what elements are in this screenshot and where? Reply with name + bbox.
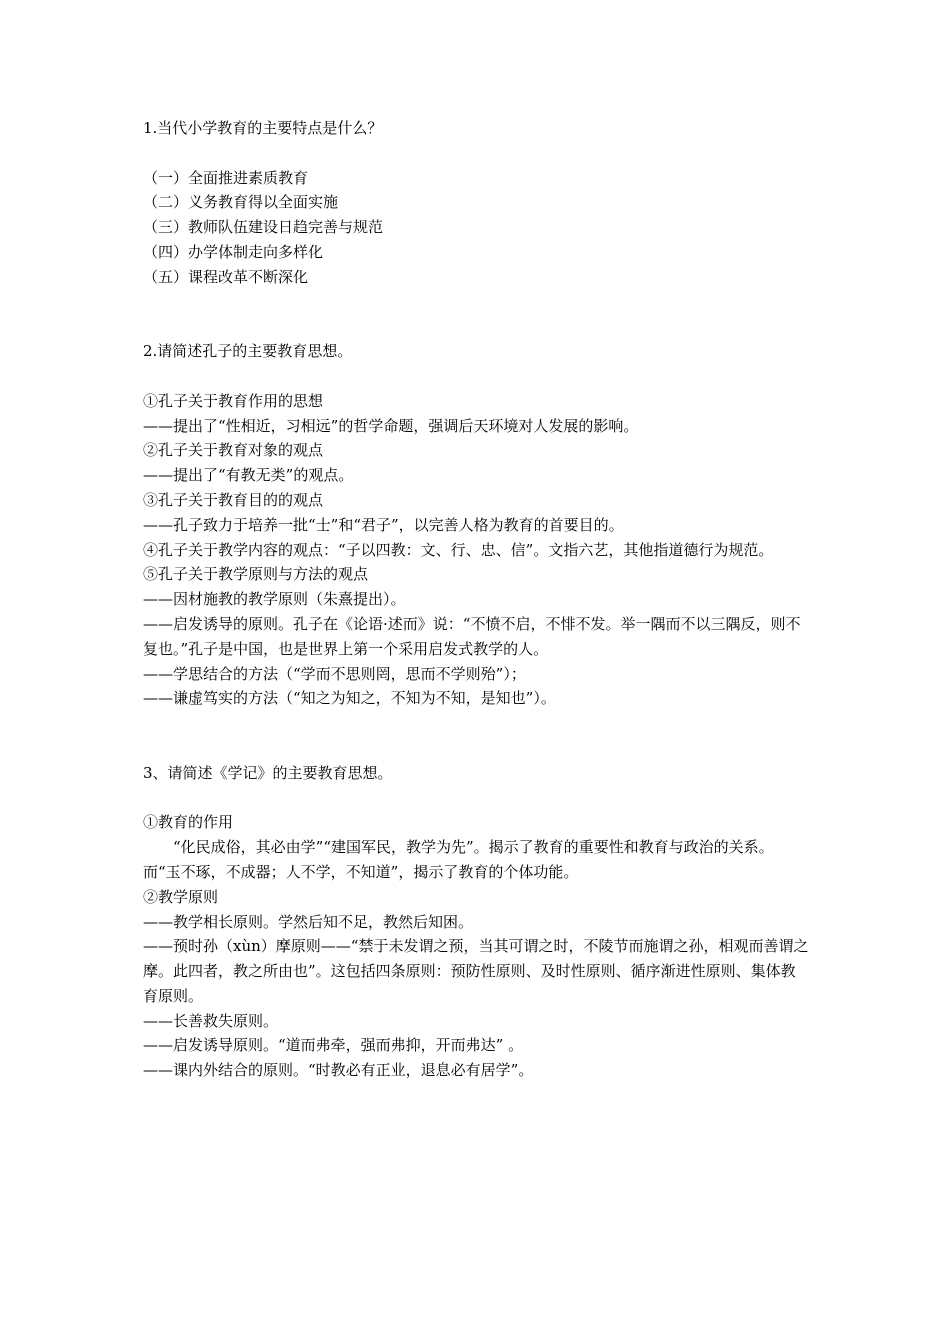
list-item: （四）办学体制走向多样化 [143,242,324,261]
paragraph: ——学思结合的方法（“学而不思则罔，思而不学则殆”）； [143,664,526,683]
paragraph: ③孔子关于教育目的的观点 [143,490,324,509]
paragraph: ——启发诱导的原则。孔子在《论语·述而》说：“不愤不启，不悱不发。举一隅而不以三隅反，则不复也。”孔子是中国，也是世界上第一个采用启发式教学的人。 [143,614,801,658]
paragraph: ——课内外结合的原则。“时教必有正业，退息必有居学”。 [143,1061,534,1080]
paragraph: ④孔子关于教学内容的观点：“子以四教：文、行、忠、信”。文指六艺，其他指道德行为规范。 [143,540,774,559]
question-2: 2.请简述孔子的主要教育思想。 [143,342,353,361]
paragraph: ——提出了“性相近，习相远”的哲学命题，强调后天环境对人发展的影响。 [143,416,639,435]
paragraph: ——启发诱导原则。“道而弗牵，强而弗抑，开而弗达” 。 [143,1036,524,1055]
list-item: （五）课程改革不断深化 [143,267,309,286]
paragraph: ②孔子关于教育对象的观点 [143,441,324,460]
list-item: （一）全面推进素质教育 [143,168,309,187]
paragraph: ——教学相长原则。学然后知不足，教然后知困。 [143,912,474,931]
list-item: （二）义务教育得以全面实施 [143,193,339,212]
paragraph: ——孔子致力于培养一批“士”和“君子”，以完善人格为教育的首要目的。 [143,515,624,534]
paragraph: ①孔子关于教育作用的思想 [143,391,324,410]
paragraph: ②教学原则 [143,887,219,906]
spacer [143,141,810,166]
paragraph: ①教育的作用 [143,813,234,832]
spacer [143,786,810,811]
paragraph: “化民成俗，其必由学”“建国军民，教学为先”。揭示了教育的重要性和教育与政治的关系。而“玉不琢，不成器；人不学，不知道”，揭示了教育的个体功能。 [143,838,774,881]
paragraph: ——提出了“有教无类”的观点。 [143,466,354,485]
paragraph: ——因材施教的教学原则（朱熹提出）。 [143,590,406,609]
spacer [143,364,810,389]
list-item: （三）教师队伍建设日趋完善与规范 [143,218,384,237]
paragraph: ⑤孔子关于教学原则与方法的观点 [143,565,369,584]
question-1: 1.当代小学教育的主要特点是什么？ [143,119,383,137]
paragraph: ——预时孙（xùn）摩原则——“禁于未发谓之预，当其可谓之时，不陵节而施谓之孙，相观而善谓之摩。此四者，教之所由也”。这包括四条原则：预防性原则、及时性原则、循序渐进性原则、集体教育原则。 [143,937,809,1005]
paragraph: ——谦虚笃实的方法（“知之为知之，不知为不知，是知也”）。 [143,689,556,708]
question-3: 3、请简述《学记》的主要教育思想。 [143,763,393,782]
spacer [143,290,810,340]
spacer [143,711,810,761]
paragraph: ——长善救失原则。 [143,1011,279,1030]
document-page [143,116,810,1083]
